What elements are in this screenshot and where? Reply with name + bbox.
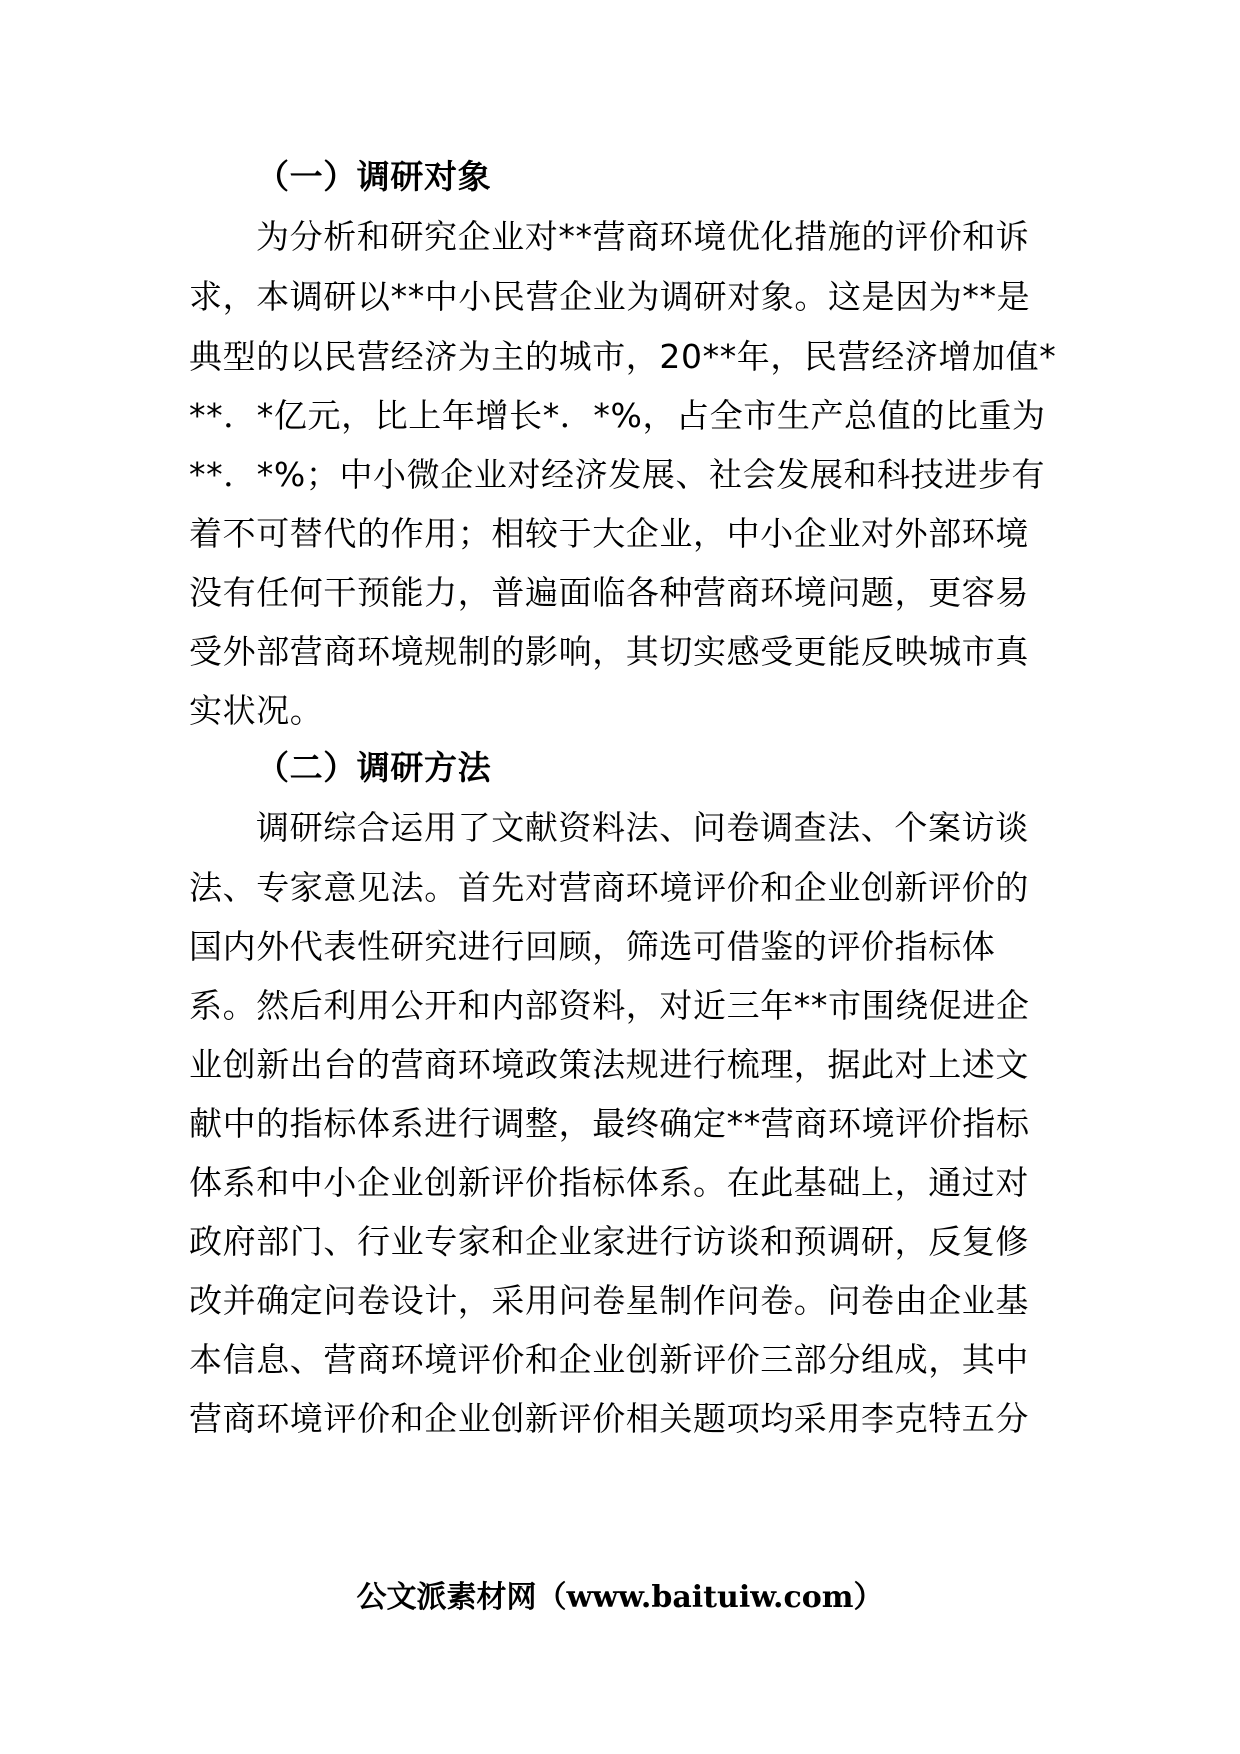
paragraph-line: 系。然后利用公开和内部资料，对近三年**市围绕促进企 xyxy=(189,986,1030,1025)
paragraph-line: 实状况。 xyxy=(189,691,324,730)
paragraph-line: 献中的指标体系进行调整，最终确定**营商环境评价指标 xyxy=(189,1104,1030,1143)
paragraph-line: 调研综合运用了文献资料法、问卷调查法、个案访谈 xyxy=(256,808,1029,847)
paragraph-line: 政府部门、行业专家和企业家进行访谈和预调研，反复修 xyxy=(189,1222,1029,1261)
paragraph-line: **．*%；中小微企业对经济发展、社会发展和科技进步有 xyxy=(189,455,1046,494)
paragraph-line: 受外部营商环境规制的影响，其切实感受更能反映城市真 xyxy=(189,632,1029,671)
paragraph-line: 着不可替代的作用；相较于大企业，中小企业对外部环境 xyxy=(189,514,1029,553)
paragraph-line: 体系和中小企业创新评价指标体系。在此基础上，通过对 xyxy=(189,1163,1029,1202)
paragraph-line: 没有任何干预能力，普遍面临各种营商环境问题，更容易 xyxy=(189,573,1029,612)
paragraph-line: 法、专家意见法。首先对营商环境评价和企业创新评价的 xyxy=(189,868,1029,907)
paragraph-line: **．*亿元，比上年增长*．*%，占全市生产总值的比重为 xyxy=(189,396,1046,435)
section-heading-research-subject: （一）调研对象 xyxy=(256,157,492,196)
paragraph-line: 国内外代表性研究进行回顾，筛选可借鉴的评价指标体 xyxy=(189,927,996,966)
paragraph-line: 改并确定问卷设计，采用问卷星制作问卷。问卷由企业基 xyxy=(189,1281,1029,1320)
paragraph-line: 典型的以民营经济为主的城市，20**年，民营经济增加值* xyxy=(189,337,1057,376)
paragraph-line: 营商环境评价和企业创新评价相关题项均采用李克特五分 xyxy=(189,1399,1029,1438)
section-heading-research-method: （二）调研方法 xyxy=(256,748,492,787)
paragraph-line: 求，本调研以**中小民营企业为调研对象。这是因为**是 xyxy=(189,277,1031,316)
paragraph-line: 本信息、营商环境评价和企业创新评价三部分组成，其中 xyxy=(189,1340,1029,1379)
paragraph-line: 为分析和研究企业对**营商环境优化措施的评价和诉 xyxy=(256,217,1030,256)
paragraph-line: 业创新出台的营商环境政策法规进行梳理，据此对上述文 xyxy=(189,1045,1029,1084)
page-footer-watermark: 公文派素材网（www.baituiw.com） xyxy=(356,1580,884,1615)
